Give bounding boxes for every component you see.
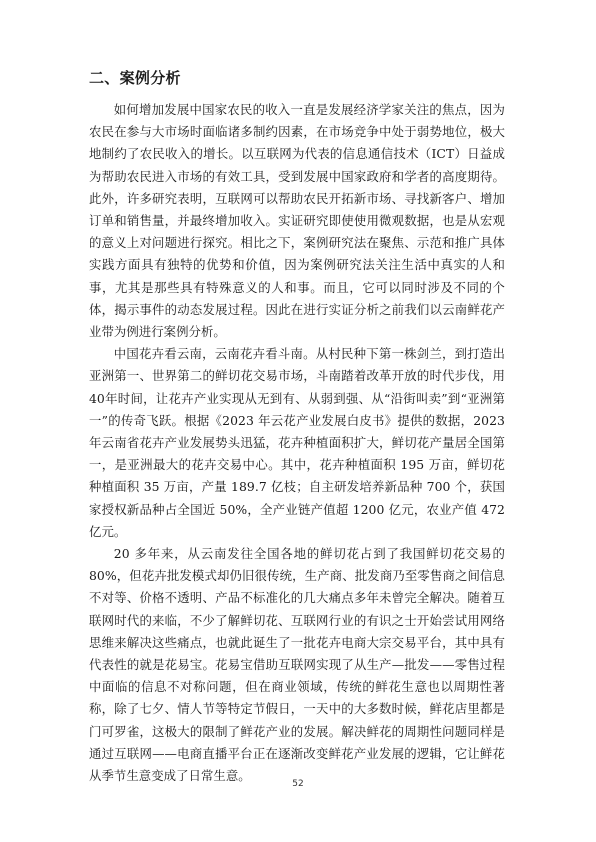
paragraph-3: 20 多年来，从云南发往全国各地的鲜切花占到了我国鲜切花交易的 80%，但花卉批发模式却仍旧很传统，生产商、批发商乃至零售商之间信息不对等、价格不透明、产品不标准化的几大痛点多年未曾完全解决。随着互联网时代的来临，不少了解鲜切花、互联网行业的有识之士开始尝试用网络思维来解决这些痛点，也就此诞生了一批花卉电商大宗交易平台，其中具有代表性的就是花易宝。花易宝借助互联网实现了从生产—批发——零售过程中面临的信息不对称问题，但在商业领域，传统的鲜花生意也以周期性著称，除了七夕、情人节等特定节假日，一天中的大多数时候，鲜花店里都是门可罗雀，这极大的限制了鲜花产业的发展。解决鲜花的周期性问题同样是通过互联网——电商直播平台正在逐渐改变鲜花产业发展的逻辑，它让鲜花从季节生意变成了日常生意。 <box>89 546 505 784</box>
body-text <box>89 99 505 787</box>
section-heading: 二、案例分析 <box>89 69 181 87</box>
page-number: 52 <box>292 779 304 789</box>
paragraph-1: 如何增加发展中国家农民的收入一直是发展经济学家关注的焦点，因为农民在参与大市场时面临诸多制约因素，在市场竞争中处于弱势地位，极大地制约了农民收入的增长。以互联网为代表的信息通信技术（ICT）日益成为帮助农民进入市场的有效工具，受到发展中国家政府和学者的高度期待。此外，许多研究表明，互联网可以帮助农民开拓新市场、寻找新客户、增加订单和销售量，并最终增加收入。实证研究即使使用微观数据，也是从宏观的意义上对问题进行探究。相比之下，案例研究法在聚焦、示范和推广具体实践方面具有独特的优势和价值，因为案例研究法关注生活中真实的人和事，尤其是那些具有特殊意义的人和事。而且，它可以同时涉及不同的个体，揭示事件的动态发展过程。因此在进行实证分析之前我们以云南鲜花产业带为例进行案例分析。 <box>89 102 505 340</box>
paragraph-2: 中国花卉看云南，云南花卉看斗南。从村民种下第一株剑兰，到打造出亚洲第一、世界第二的鲜切花交易市场，斗南踏着改革开放的时代步伐，用 40年时间，让花卉产业实现从无到有、从弱到强、从“沿街叫卖”到“亚洲第一”的传奇飞跃。根据《2023 年云花产业发展白皮书》提供的数据，2023 年云南省花卉产业发展势头迅猛，花卉种植面积扩大，鲜切花产量居全国第一，是亚洲最大的花卉交易中心。其中，花卉种植面积 195 万亩，鲜切花种植面积 35 万亩，产量 189.7 亿枝；自主研发培养新品种 700 个，获国家授权新品种占全国近 50%，全产业链产值超 1200 亿元，农业产值 472 亿元。 <box>89 346 505 539</box>
